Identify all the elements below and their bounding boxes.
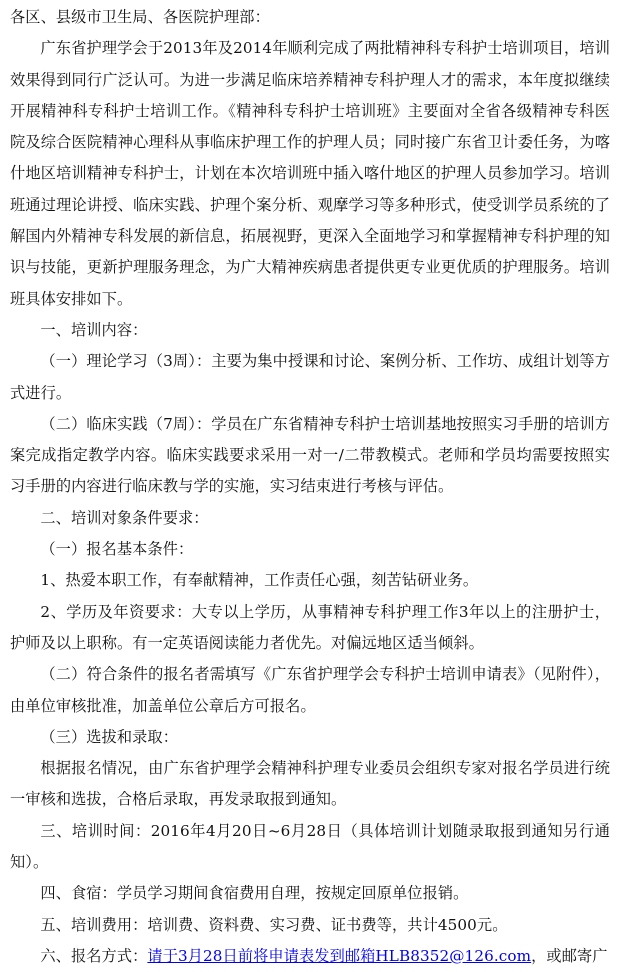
section-training-content-title: 一、培训内容： xyxy=(40,320,148,339)
condition-item-1: 1、热爱本职工作，有奉献精神，工作责任心强，刻苦钻研业务。 xyxy=(40,571,479,590)
section-registration xyxy=(10,941,610,972)
section-fees: 五、培训费用：培训费、资料费、实习费、证书费等，共计4500元。 xyxy=(40,915,508,934)
condition-item-2: 2、学历及年资要求：大专以上学历，从事精神专科护理工作3年以上的注册护士，护师及以上职称。有一定英语阅读能力者优先。对偏远地区适当倾斜。 xyxy=(10,602,610,652)
section-eligibility-title: 二、培训对象条件要求： xyxy=(40,508,209,527)
selection-subtitle: （三）选拔和录取： xyxy=(40,727,178,746)
theory-study-item: （一）理论学习（3周）：主要为集中授课和讨论、案例分析、工作坊、成组计划等方式进行。 xyxy=(10,352,610,402)
registration-suffix: ，或邮寄广 xyxy=(531,946,608,965)
application-form-note: （二）符合条件的报名者需填写《广东省护理学会专科护士培训申请表》（见附件），由单位审核批准，加盖单位公章后方可报名。 xyxy=(10,665,610,715)
intro-paragraph: 广东省护理学会于2013年及2014年顺利完成了两批精神科专科护士培训项目，培训效果得到同行广泛认可。为进一步满足临床培养精神专科护理人才的需求，本年度拟继续开展精神科专科护士培训工作。《精神科专科护士培训班》主要面对全省各级精神专科医院及综合医院精神心理科从事临床护理工作的护理人员；同时接广东省卫计委任务，为喀什地区培训精神专科护士，计划在本次培训班中插入喀什地区的护理人员参加学习。培训班通过理论讲授、临床实践、护理个案分析、观摩学习等多种形式，使受训学员系统的了解国内外精神专科发展的新信息，拓展视野，更深入全面地学习和掌握精神专科护理的知识与技能，更新护理服务理念，为广大精神疾病患者提供更专业更优质的护理服务。培训班具体安排如下。 xyxy=(10,39,610,308)
section-accommodation: 四、食宿：学员学习期间食宿费用自理，按规定回原单位报销。 xyxy=(40,884,469,903)
section-training-time: 三、培训时间：2016年4月20日~6月28日（具体培训计划随录取报到通知另行通知）。 xyxy=(10,821,610,872)
clinical-practice-item: （二）临床实践（7周）：学员在广东省精神专科护士培训基地按照实习手册的培训方案完成指定教学内容。临床实践要求采用一对一/二带教模式。老师和学员均需要按照实习手册的内容进行临床教与学的实施，实习结束进行考核与评估。 xyxy=(10,414,610,496)
selection-text: 根据报名情况，由广东省护理学会精神科护理专业委员会组织专家对报名学员进行统一审核和选拔，合格后录取，再发录取报到通知。 xyxy=(10,759,610,809)
registration-email-link[interactable]: 请于3月28日前将申请表发到邮箱HLB8352@126.com xyxy=(147,946,532,965)
notice-document xyxy=(10,2,610,972)
basic-conditions-subtitle: （一）报名基本条件： xyxy=(40,540,194,559)
salutation: 各区、县级市卫生局、各医院护理部： xyxy=(10,8,270,26)
registration-prefix: 六、报名方式： xyxy=(40,946,148,965)
